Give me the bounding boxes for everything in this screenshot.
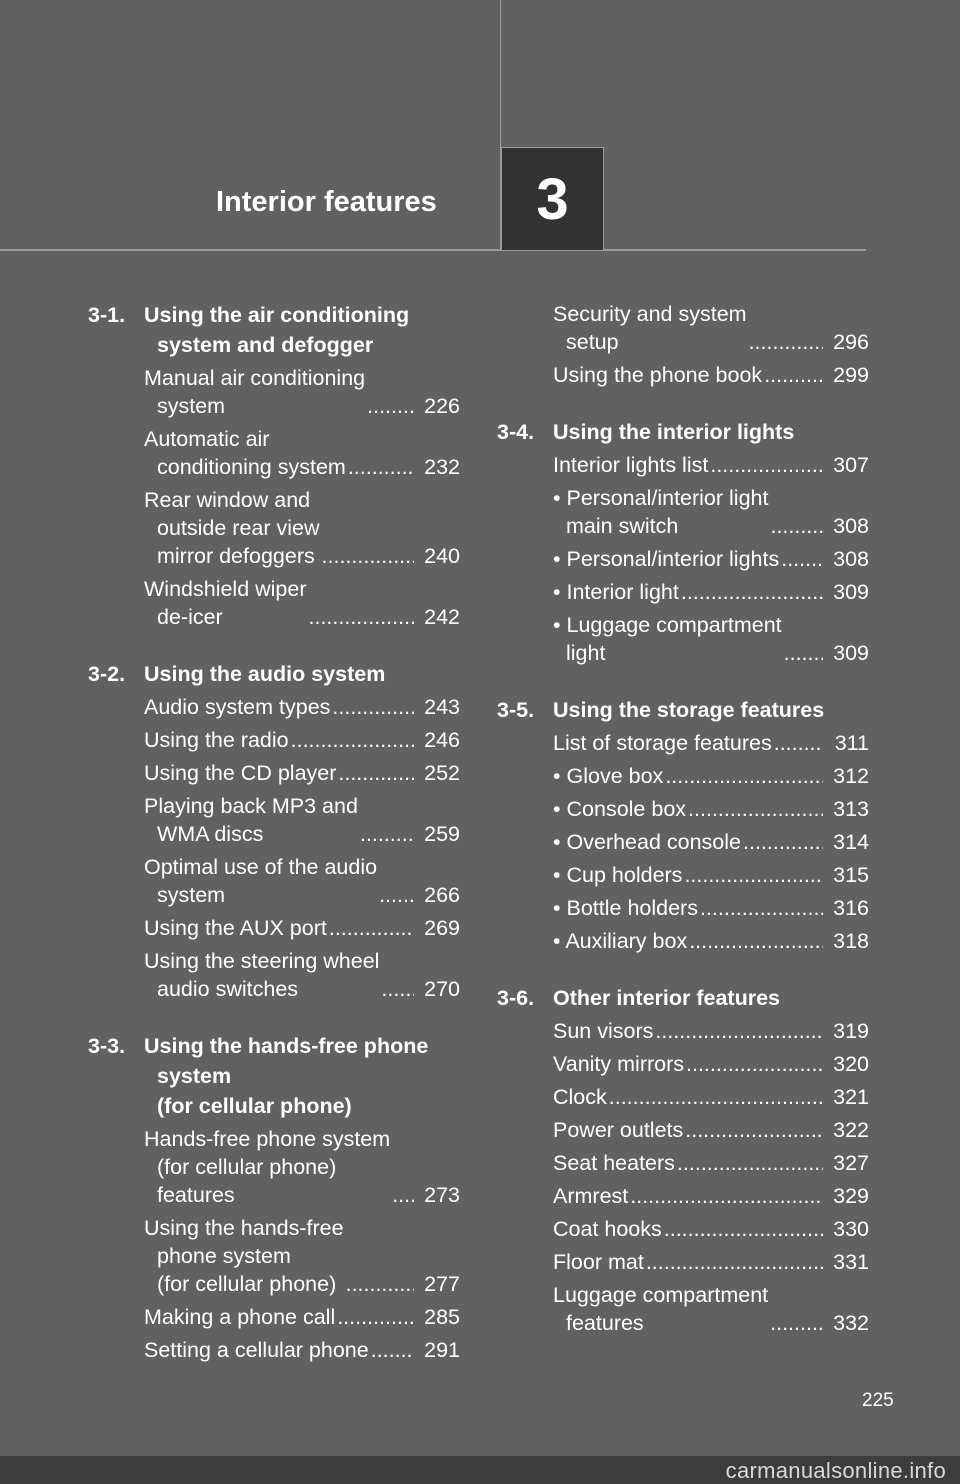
dot-leader	[664, 1215, 823, 1243]
toc-entry[interactable]	[553, 1182, 869, 1210]
toc-entry-label: • Auxiliary box	[553, 929, 688, 953]
dot-leader	[665, 762, 823, 790]
dot-leader	[774, 729, 823, 757]
dot-leader	[332, 693, 414, 721]
toc-entry-page: 322	[833, 1118, 869, 1142]
toc-entry-label: • Personal/interior lights	[553, 547, 780, 571]
toc-entry-label: • Overhead console	[553, 830, 741, 854]
toc-entry[interactable]	[553, 927, 869, 955]
dot-leader	[338, 759, 414, 787]
toc-entry[interactable]	[553, 1050, 869, 1078]
toc-entry[interactable]	[553, 484, 869, 540]
dot-leader	[685, 1116, 823, 1144]
toc-entry-label: Interior lights list	[553, 453, 709, 477]
toc-entry-label: Using the AUX port	[144, 916, 327, 940]
toc-entry[interactable]	[144, 486, 460, 570]
section-title: Using the air conditioning system and defogger	[144, 303, 410, 357]
toc-entry-label: • Console box	[553, 797, 687, 821]
section-number: 3-2.	[88, 662, 126, 686]
toc-entry-page: 315	[833, 863, 869, 887]
toc-entry-page: 312	[833, 764, 869, 788]
toc-section	[497, 300, 869, 389]
dot-leader	[770, 1309, 823, 1337]
section-heading	[88, 300, 460, 360]
toc-entry[interactable]	[144, 693, 460, 721]
dot-leader	[710, 451, 823, 479]
dot-leader	[379, 881, 414, 909]
toc-entry[interactable]	[553, 1149, 869, 1177]
section-number: 3-3.	[88, 1034, 126, 1058]
toc-entry-label: Coat hooks	[553, 1217, 662, 1241]
section-heading	[497, 983, 869, 1013]
toc-entry-label: List of storage features	[553, 731, 772, 755]
toc-entry-page: 246	[424, 728, 460, 752]
toc-entry[interactable]	[553, 1017, 869, 1045]
toc-entry-label: • Glove box	[553, 764, 664, 788]
dot-leader	[684, 861, 823, 889]
toc-entry-page: 285	[424, 1305, 460, 1329]
section-number: 3-6.	[497, 986, 535, 1010]
section-heading	[497, 417, 869, 447]
toc-entry-label: Using the steering wheel audio switches	[144, 949, 380, 1001]
toc-entry-label: Playing back MP3 and WMA discs	[144, 794, 358, 846]
dot-leader	[381, 975, 414, 1003]
page-number: 225	[862, 1390, 894, 1411]
toc-entry-label: Making a phone call	[144, 1305, 336, 1329]
toc-entry-page: 296	[833, 330, 869, 354]
toc-entry-page: 291	[424, 1338, 460, 1362]
dot-leader	[392, 1181, 414, 1209]
chapter-number-badge	[501, 147, 604, 250]
toc-entry-page: 329	[833, 1184, 869, 1208]
dot-leader	[360, 820, 414, 848]
dot-leader	[743, 828, 823, 856]
toc-entry-page: 273	[424, 1183, 460, 1207]
toc-entry-page: 242	[424, 605, 460, 629]
toc-entry-label: • Personal/interior light main switch	[553, 486, 769, 538]
toc-section	[497, 417, 869, 667]
dot-leader	[764, 361, 823, 389]
toc-entry-label: • Interior light	[553, 580, 679, 604]
toc-entry-page: 240	[424, 544, 460, 568]
toc-entry[interactable]	[553, 762, 869, 790]
toc-entry-label: Manual air conditioning system	[144, 366, 366, 418]
toc-entry-label: Using the CD player	[144, 761, 337, 785]
toc-column-left	[88, 300, 460, 1392]
toc-entry-label: Clock	[553, 1085, 607, 1109]
dot-leader	[346, 1270, 414, 1298]
dot-leader	[700, 894, 823, 922]
toc-entry[interactable]	[553, 1215, 869, 1243]
dot-leader	[309, 603, 414, 631]
toc-entry[interactable]	[144, 726, 460, 754]
section-heading	[88, 659, 460, 689]
toc-entry-label: Sun visors	[553, 1019, 654, 1043]
toc-entry-page: 226	[424, 394, 460, 418]
dot-leader	[291, 726, 414, 754]
dot-leader	[784, 639, 823, 667]
toc-entry-label: Power outlets	[553, 1118, 684, 1142]
dot-leader	[630, 1182, 823, 1210]
toc-entry-label: Using the radio	[144, 728, 289, 752]
toc-entry-label: Using the hands-free phone system (for cellular phone)	[144, 1216, 344, 1296]
toc-entry-label: Rear window and outside rear view mirror defoggers	[144, 488, 320, 568]
dot-leader	[688, 795, 823, 823]
toc-entry-page: 307	[833, 453, 869, 477]
dot-leader	[677, 1149, 823, 1177]
section-heading	[497, 695, 869, 725]
toc-entry[interactable]	[144, 575, 460, 631]
section-title: Using the interior lights	[553, 420, 795, 444]
toc-entry[interactable]	[553, 578, 869, 606]
toc-entry-page: 308	[833, 547, 869, 571]
toc-entry[interactable]	[553, 1281, 869, 1337]
toc-entry[interactable]	[144, 1125, 460, 1209]
dot-leader	[770, 512, 823, 540]
toc-entry-page: 313	[833, 797, 869, 821]
toc-entry[interactable]	[144, 1303, 460, 1331]
toc-entry[interactable]	[553, 1116, 869, 1144]
toc-entry[interactable]	[553, 828, 869, 856]
section-number: 3-5.	[497, 698, 535, 722]
dot-leader	[646, 1248, 823, 1276]
watermark-bar	[0, 1456, 960, 1484]
toc-entry-page: 309	[833, 580, 869, 604]
toc-entry[interactable]	[553, 545, 869, 573]
watermark-text: carmanualsonline.info	[725, 1458, 946, 1483]
toc-entry-label: Automatic air conditioning system	[144, 427, 346, 479]
toc-entry-label: • Bottle holders	[553, 896, 698, 920]
toc-entry-page: 269	[424, 916, 460, 940]
toc-section	[497, 695, 869, 955]
dot-leader	[655, 1017, 823, 1045]
chapter-number: 3	[536, 166, 569, 232]
toc-entry-page: 266	[424, 883, 460, 907]
chapter-title: Interior features	[216, 186, 437, 218]
toc-entry-label: Hands-free phone system (for cellular phone) features	[144, 1127, 391, 1207]
section-title: Using the storage features	[553, 698, 825, 722]
toc-entry[interactable]	[144, 759, 460, 787]
toc-entry[interactable]	[144, 364, 460, 420]
toc-entry-label: Windshield wiper de-icer	[144, 577, 307, 629]
dot-leader	[367, 392, 414, 420]
toc-entry-label: Setting a cellular phone	[144, 1338, 369, 1362]
toc-entry-page: 319	[833, 1019, 869, 1043]
dot-leader	[348, 453, 414, 481]
toc-entry-page: 327	[833, 1151, 869, 1175]
toc-entry-page: 277	[424, 1272, 460, 1296]
dot-leader	[609, 1083, 823, 1111]
dot-leader	[681, 578, 823, 606]
toc-entry[interactable]	[553, 611, 869, 667]
toc-entry[interactable]	[553, 861, 869, 889]
section-title: Using the audio system	[144, 662, 386, 686]
toc-entry-label: Using the phone book	[553, 363, 763, 387]
toc-section	[497, 983, 869, 1337]
section-number: 3-1.	[88, 303, 126, 327]
toc-entry[interactable]	[553, 729, 869, 757]
toc-entry-page: 321	[833, 1085, 869, 1109]
toc-entry-page: 252	[424, 761, 460, 785]
section-number: 3-4.	[497, 420, 535, 444]
toc-entry[interactable]	[144, 425, 460, 481]
toc-entry-page: 311	[834, 731, 869, 755]
toc-entry-label: Optimal use of the audio system	[144, 855, 378, 907]
toc-entry-page: 314	[833, 830, 869, 854]
dot-leader	[337, 1303, 414, 1331]
toc-entry-page: 331	[833, 1250, 869, 1274]
toc-entry[interactable]	[553, 451, 869, 479]
toc-entry-label: • Luggage compartment light	[553, 613, 782, 665]
toc-entry-page: 270	[424, 977, 460, 1001]
toc-entry-label: • Cup holders	[553, 863, 683, 887]
toc-entry-page: 308	[833, 514, 869, 538]
toc-entry-label: Vanity mirrors	[553, 1052, 685, 1076]
section-heading	[88, 1031, 460, 1121]
toc-entry[interactable]	[144, 1336, 460, 1364]
dot-leader	[689, 927, 823, 955]
toc-entry-page: 232	[424, 455, 460, 479]
dot-leader	[749, 328, 823, 356]
toc-entry[interactable]	[144, 914, 460, 942]
toc-entry[interactable]	[553, 795, 869, 823]
toc-section	[88, 300, 460, 631]
toc-entry-label: Floor mat	[553, 1250, 644, 1274]
toc-entry[interactable]	[553, 300, 869, 356]
toc-entry[interactable]	[553, 1248, 869, 1276]
dot-leader	[371, 1336, 414, 1364]
toc-entry[interactable]	[553, 1083, 869, 1111]
toc-entry[interactable]	[553, 361, 869, 389]
toc-entry[interactable]	[144, 1214, 460, 1298]
header-horizontal-rule	[0, 249, 866, 251]
dot-leader	[686, 1050, 823, 1078]
toc-entry[interactable]	[144, 853, 460, 909]
toc-entry-page: 316	[833, 896, 869, 920]
toc-entry-page: 318	[833, 929, 869, 953]
toc-section	[88, 659, 460, 1003]
section-title: Using the hands-free phone system (for cellular phone)	[144, 1034, 429, 1118]
dot-leader	[322, 542, 414, 570]
toc-entry-page: 259	[424, 822, 460, 846]
section-title: Other interior features	[553, 986, 780, 1010]
toc-entry-label: Audio system types	[144, 695, 331, 719]
toc-column-right	[497, 300, 869, 1365]
toc-entry-page: 320	[833, 1052, 869, 1076]
toc-entry-label: Seat heaters	[553, 1151, 675, 1175]
dot-leader	[329, 914, 414, 942]
toc-entry-label: Security and system setup	[553, 302, 747, 354]
toc-entry-page: 299	[833, 363, 869, 387]
toc-entry-label: Armrest	[553, 1184, 629, 1208]
toc-entry-page: 330	[833, 1217, 869, 1241]
toc-entry-page: 332	[833, 1311, 869, 1335]
toc-entry[interactable]	[144, 792, 460, 848]
dot-leader	[781, 545, 823, 573]
toc-section	[88, 1031, 460, 1364]
toc-entry-page: 309	[833, 641, 869, 665]
toc-entry[interactable]	[553, 894, 869, 922]
toc-entry[interactable]	[144, 947, 460, 1003]
toc-entry-label: Luggage compartment features	[553, 1283, 769, 1335]
toc-entry-page: 243	[424, 695, 460, 719]
